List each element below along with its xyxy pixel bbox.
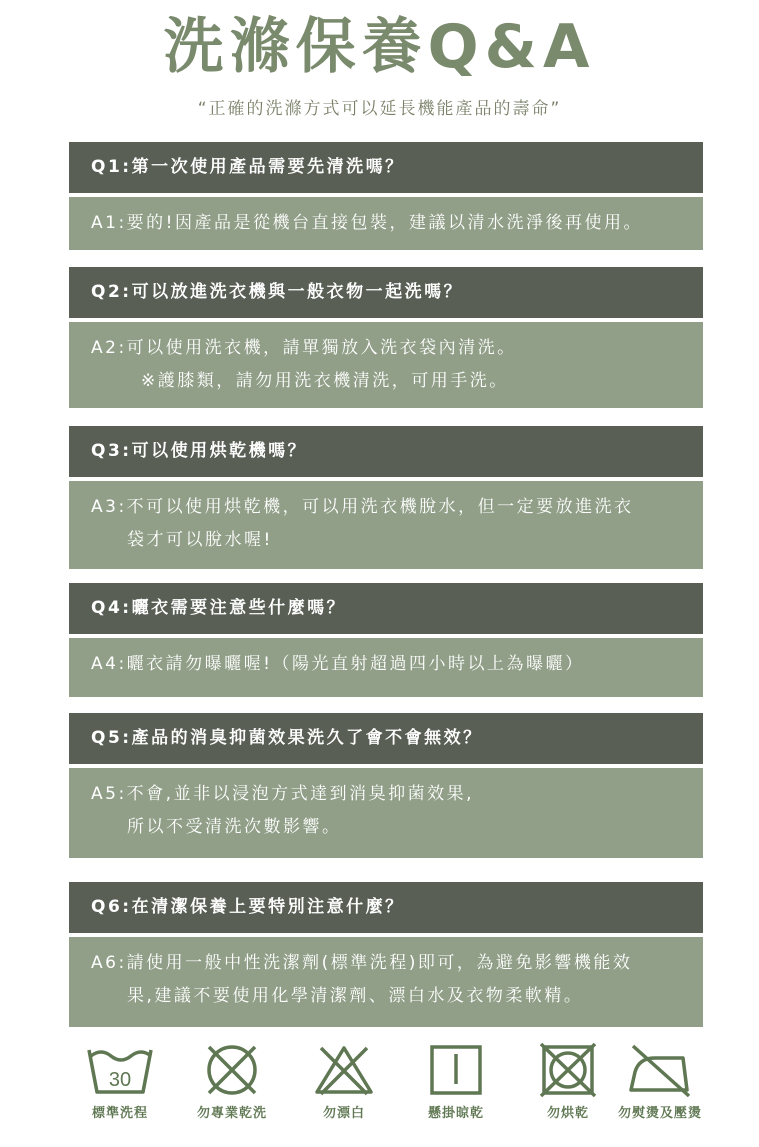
wash-temperature: 30 xyxy=(108,1069,132,1091)
answer-6-line-2: 果,建議不要使用化學清潔劑、漂白水及衣物柔軟精。 xyxy=(127,986,584,1006)
question-2: Q2:可以放進洗衣機與一般衣物一起洗嗎？ xyxy=(69,267,703,318)
answer-2-line-2: ※護膝類，請勿用洗衣機清洗，可用手洗。 xyxy=(141,371,509,391)
hang-dry-icon xyxy=(421,1042,491,1098)
question-1: Q1:第一次使用產品需要先清洗嗎？ xyxy=(69,142,703,193)
answer-3 xyxy=(69,481,703,569)
wash-30-icon xyxy=(85,1042,155,1098)
page-subtitle: “正確的洗滌方式可以延長機能產品的壽命” xyxy=(197,99,562,119)
question-6: Q6:在清潔保養上要特別注意什麼？ xyxy=(69,882,703,933)
question-3: Q3:可以使用烘乾機嗎？ xyxy=(69,426,703,477)
answer-5-line-1: A5:不會,並非以浸泡方式達到消臭抑菌效果, xyxy=(91,784,474,804)
answer-1-line-1: A1:要的!因產品是從機台直接包裝，建議以清水洗淨後再使用。 xyxy=(91,213,643,233)
care-symbol-no-bleach xyxy=(284,1042,404,1121)
answer-2 xyxy=(69,322,703,408)
question-4: Q4:曬衣需要注意些什麼嗎？ xyxy=(69,583,703,634)
care-symbol-hang-dry xyxy=(396,1042,516,1121)
care-symbol-no-iron xyxy=(600,1042,720,1121)
no-bleach-icon xyxy=(309,1042,379,1098)
no-tumble-dry-icon xyxy=(533,1042,603,1098)
no-dry-clean-icon xyxy=(197,1042,267,1098)
care-label-no-tumble-dry: 勿烘乾 xyxy=(546,1106,589,1121)
answer-4-line-1: A4:曬衣請勿曝曬喔!（陽光直射超過四小時以上為曝曬） xyxy=(91,654,585,674)
care-symbol-no-dry-clean xyxy=(172,1042,292,1121)
answer-5 xyxy=(69,768,703,858)
care-label-no-bleach: 勿漂白 xyxy=(322,1106,365,1121)
question-5: Q5:產品的消臭抑菌效果洗久了會不會無效？ xyxy=(69,713,703,764)
answer-1 xyxy=(69,197,703,250)
care-label-hang-dry: 懸掛晾乾 xyxy=(427,1106,484,1121)
answer-6-line-1: A6:請使用一般中性洗潔劑(標準洗程)即可，為避免影響機能效 xyxy=(91,953,633,973)
answer-5-line-2: 所以不受清洗次數影響。 xyxy=(127,817,342,837)
care-label-no-dry-clean: 勿專業乾洗 xyxy=(196,1106,267,1121)
care-label-no-iron: 勿熨燙及壓燙 xyxy=(617,1106,702,1121)
answer-3-line-1: A3:不可以使用烘乾機，可以用洗衣機脫水，但一定要放進洗衣 xyxy=(91,497,634,517)
care-symbols xyxy=(60,1042,720,1132)
care-symbol-wash xyxy=(60,1042,180,1121)
no-iron-icon xyxy=(625,1042,695,1098)
care-label-wash: 標準洗程 xyxy=(91,1106,148,1121)
answer-6 xyxy=(69,937,703,1027)
answer-3-line-2: 袋才可以脫水喔! xyxy=(127,530,273,550)
answer-2-line-1: A2:可以使用洗衣機，請單獨放入洗衣袋內清洗。 xyxy=(91,338,517,358)
answer-4 xyxy=(69,638,703,697)
page-title: 洗滌保養Q&A xyxy=(163,12,596,82)
